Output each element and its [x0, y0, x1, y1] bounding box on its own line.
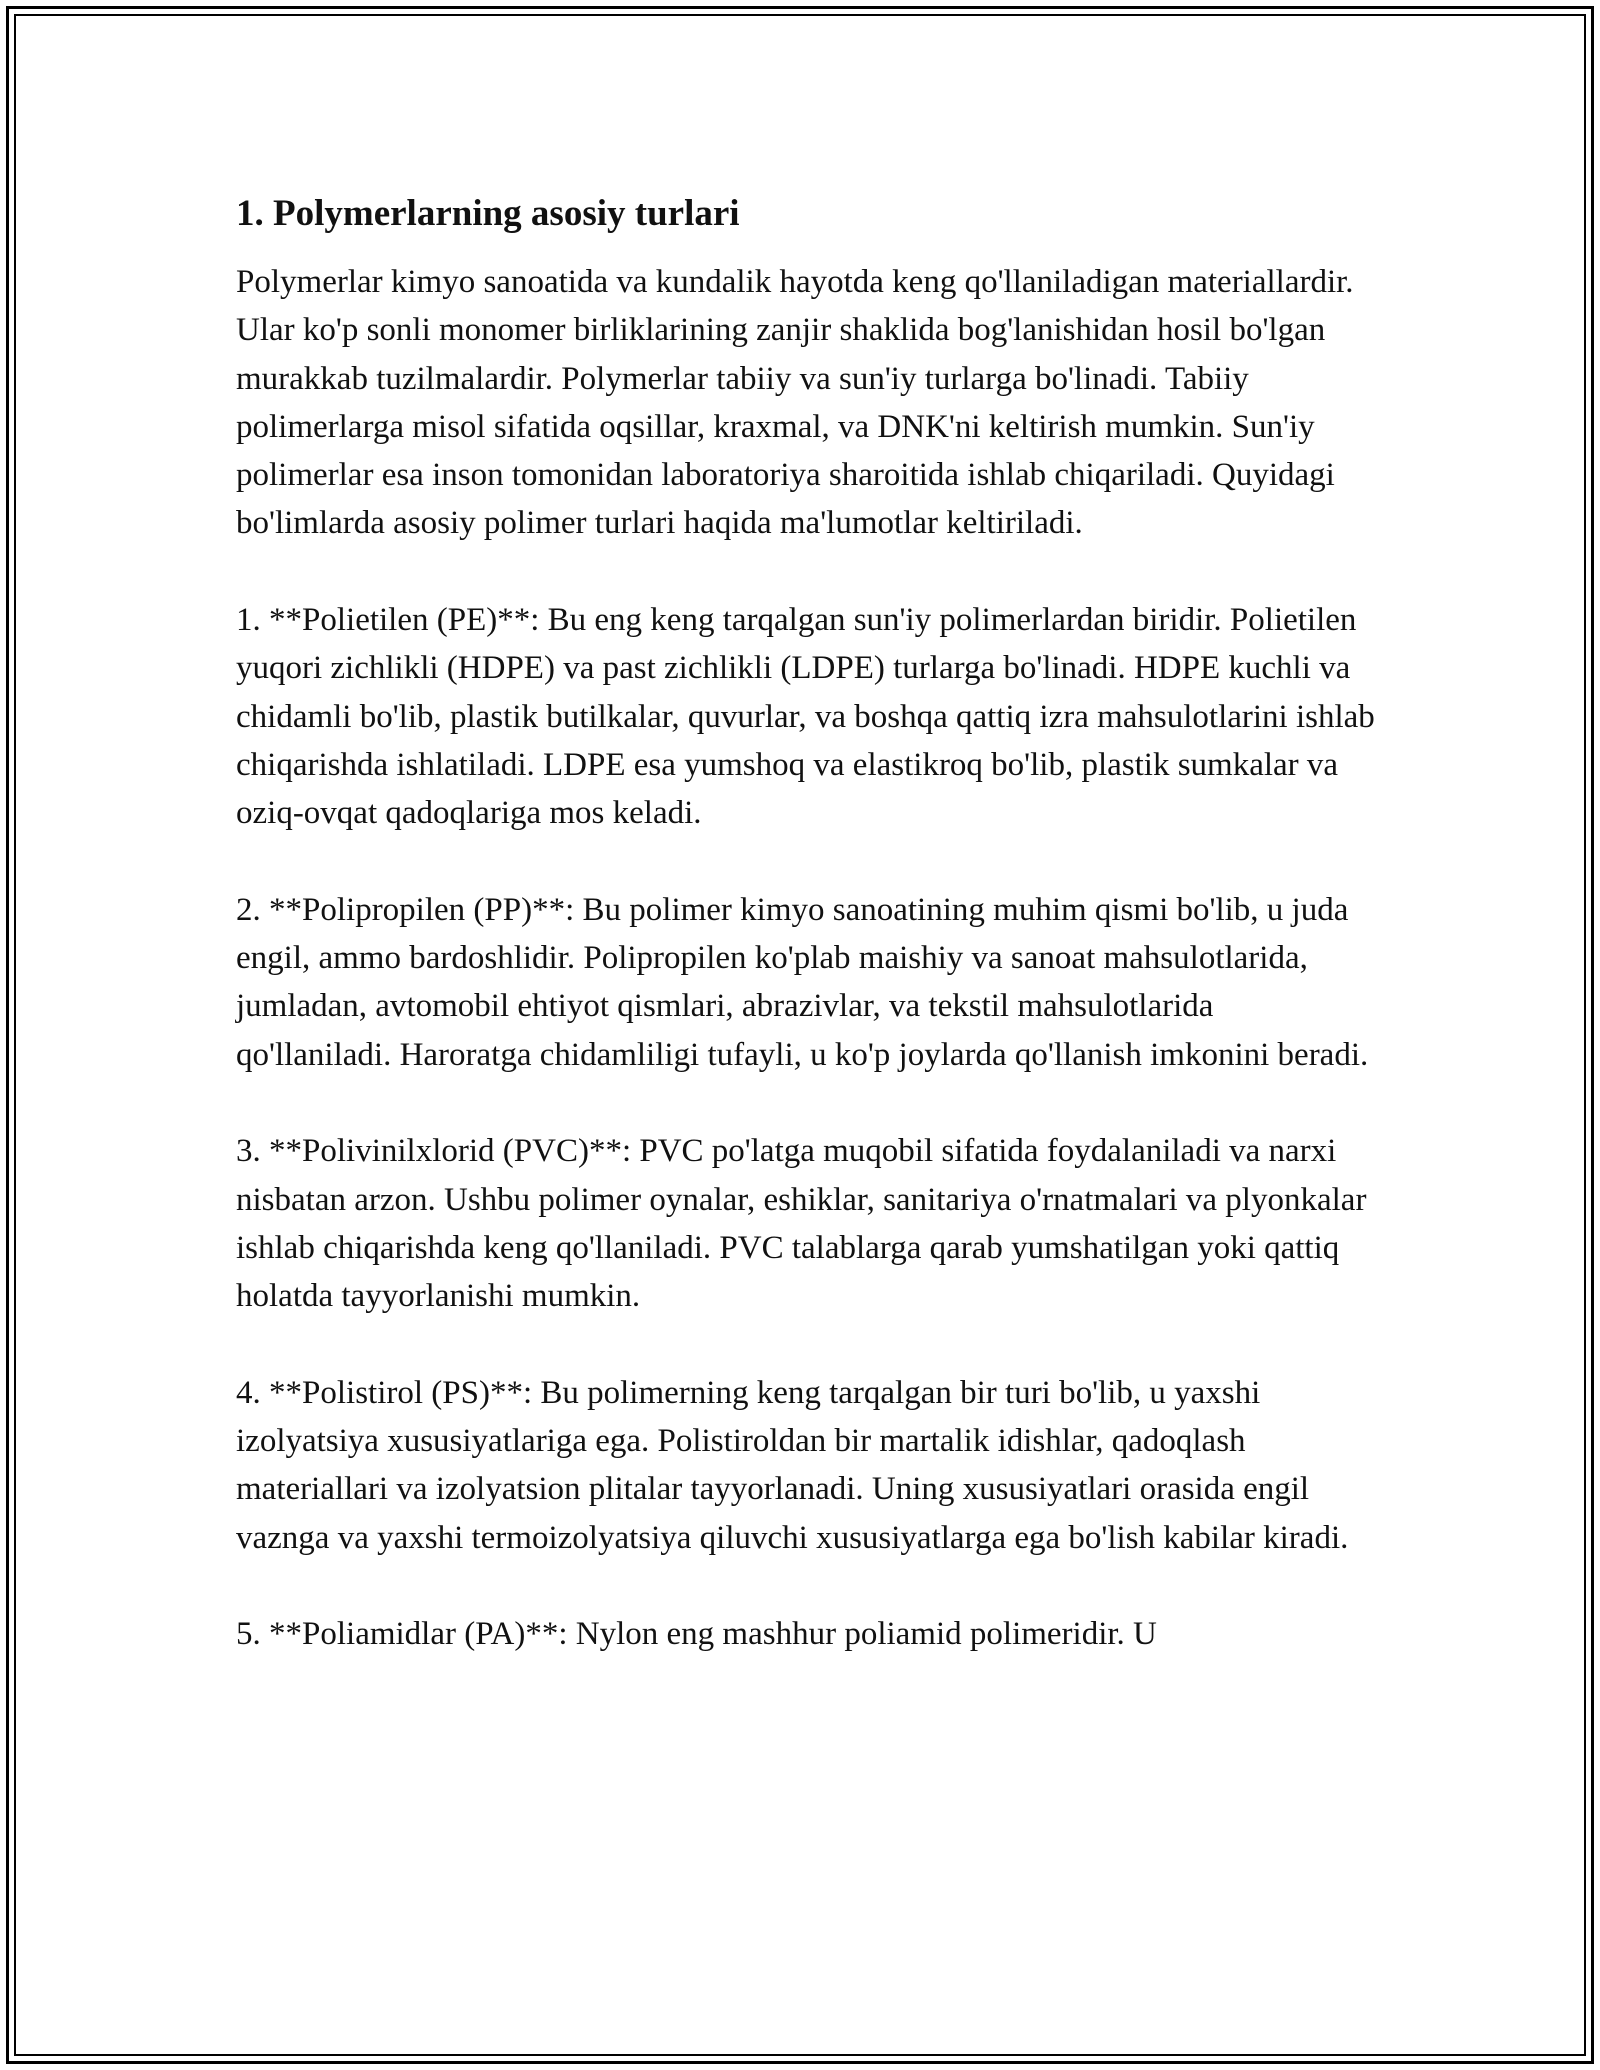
paragraph-poliamidlar: 5. **Poliamidlar (PA)**: Nylon eng mashhur poliamid polimeridir. U [236, 1616, 1157, 1653]
document-body [236, 186, 1376, 1707]
intro-paragraph: Polymerlar kimyo sanoatida va kundalik hayotda keng qo'llaniladigan materiallardir. Ular ko'p sonli monomer birliklarining zanjir shaklida bog'lanishidan hosil bo'lgan murakkab tuzilmalardir. Polymerlar tabiiy va sun'iy turlarga bo'linadi. Tabiiy polimerlarga misol sifatida oqsillar, kraxmal, va DNK'ni keltirish mumkin. Sun'iy polimerlar esa inson tomonidan laboratoriya sharoitida ishlab chiqariladi. Quyidagi bo'limlarda asosiy polimer turlari haqida ma'lumotlar keltiriladi. [236, 264, 1354, 542]
paragraph-polipropilen: 2. **Polipropilen (PP)**: Bu polimer kimyo sanoatining muhim qismi bo'lib, u juda engil, ammo bardoshlidir. Polipropilen ko'plab maishiy va sanoat mahsulotlarida, jumladan, avtomobil ehtiyot qismlari, abrazivlar, va tekstil mahsulotlarida qo'llaniladi. Haroratga chidamliligi tufayli, u ko'p joylarda qo'llanish imkonini beradi. [236, 891, 1369, 1073]
section-heading: 1. Polymerlarning asosiy turlari [236, 193, 740, 234]
paragraph-polietilen: 1. **Polietilen (PE)**: Bu eng keng tarqalgan sun'iy polimerlardan biridir. Polietilen yuqori zichlikli (HDPE) va past zichlikli (LDPE) turlarga bo'linadi. HDPE kuchli va chidamli bo'lib, plastik butilkalar, quvurlar, va boshqa qattiq izra mahsulotlarini ishlab chiqarishda ishlatiladi. LDPE esa yumshoq va elastikroq bo'lib, plastik sumkalar va oziq-ovqat qadoqlariga mos keladi. [236, 602, 1375, 832]
paragraph-polivinilxlorid: 3. **Polivinilxlorid (PVC)**: PVC po'latga muqobil sifatida foydalaniladi va narxi nisbatan arzon. Ushbu polimer oynalar, eshiklar, sanitariya o'rnatmalari va plyonkalar ishlab chiqarishda keng qo'llaniladi. PVC talablarga qarab yumshatilgan yoki qattiq holatda tayyorlanishi mumkin. [236, 1133, 1367, 1315]
paragraph-polistirol: 4. **Polistirol (PS)**: Bu polimerning keng tarqalgan bir turi bo'lib, u yaxshi izolyatsiya xususiyatlariga ega. Polistiroldan bir martalik idishlar, qadoqlash materiallari va izolyatsion plitalar tayyorlanadi. Uning xususiyatlari orasida engil vaznga va yaxshi termoizolyatsiya qiluvchi xususiyatlarga ega bo'lish kabilar kiradi. [236, 1374, 1349, 1556]
